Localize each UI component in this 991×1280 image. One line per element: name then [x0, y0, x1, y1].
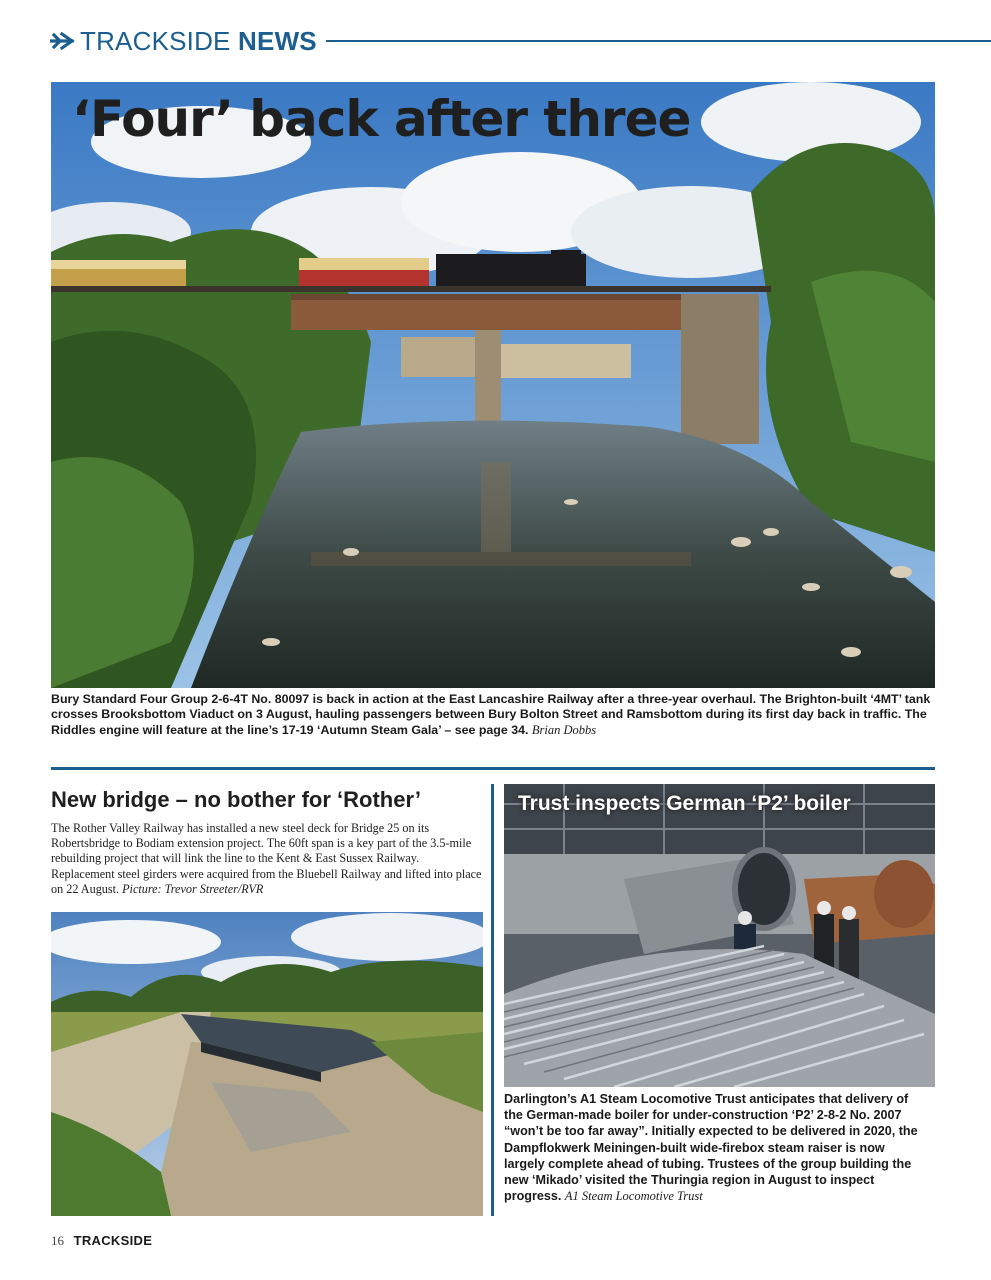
main-caption-text: Bury Standard Four Group 2-6-4T No. 80097 is back in action at the East Lancashire Railway after a three-year overhaul. The Brighton-built ‘4MT’ tank crosses Brooksbottom Viaduct on 3 August, hauling passengers between Bury Bolton Street and Ramsbottom during its first day back in traffic. The Riddles engine will feature at the line’s 17-19 ‘Autumn Steam Gala’ – see page 34. [51, 692, 931, 737]
left-body-text: The Rother Valley Railway has installed a new steel deck for Bridge 25 on its Robertsbridge to Bodiam extension project. The 60ft span is a key part of the 3.5-mile rebuilding project that will link the line to the Kent & East Sussex Railway. Replacement steel girders were acquired from the Bluebell Railway and lifted into place on 22 August. [51, 821, 482, 896]
main-caption [51, 692, 935, 738]
section-title [80, 26, 317, 56]
section-header [50, 26, 991, 56]
boiler-photo [504, 784, 935, 1087]
right-photo-credit: A1 Steam Locomotive Trust [564, 1189, 703, 1204]
arrow-icon [50, 32, 76, 50]
column-divider [491, 784, 494, 1216]
header-rule [326, 40, 991, 42]
section-divider [51, 767, 935, 770]
right-headline: Trust inspects German ‘P2’ boiler [518, 792, 851, 815]
page-footer [51, 1233, 152, 1249]
main-headline: ‘Four’ back after three [72, 90, 691, 148]
page-number: 16 [51, 1233, 64, 1248]
main-photo-credit: Brian Dobbs [531, 722, 597, 737]
publication-name: TRACKSIDE [73, 1233, 153, 1248]
right-caption [504, 1091, 928, 1204]
left-credit-label: Picture: [122, 881, 162, 896]
bridge-photo [51, 912, 483, 1216]
main-photo [51, 82, 935, 688]
section-title-light: TRACKSIDE [80, 26, 231, 56]
left-headline: New bridge – no bother for ‘Rother’ [51, 787, 421, 812]
section-title-bold: NEWS [238, 26, 317, 56]
left-body [51, 821, 483, 897]
left-photo-credit: Trevor Streeter/RVR [164, 881, 264, 896]
right-caption-text: Darlington’s A1 Steam Locomotive Trust anticipates that delivery of the German-made boiler for under-construction ‘P2’ 2-8-2 No. 2007 “won’t be too far away”. Initially expected to be delivered in 2020, the Dampflokwerk Meiningen-built wide-firebox steam raiser is now largely complete ahead of tubing. Trustees of the group building the new ‘Mikado’ visited the Thuringia region in August to inspect progress. [504, 1092, 918, 1204]
